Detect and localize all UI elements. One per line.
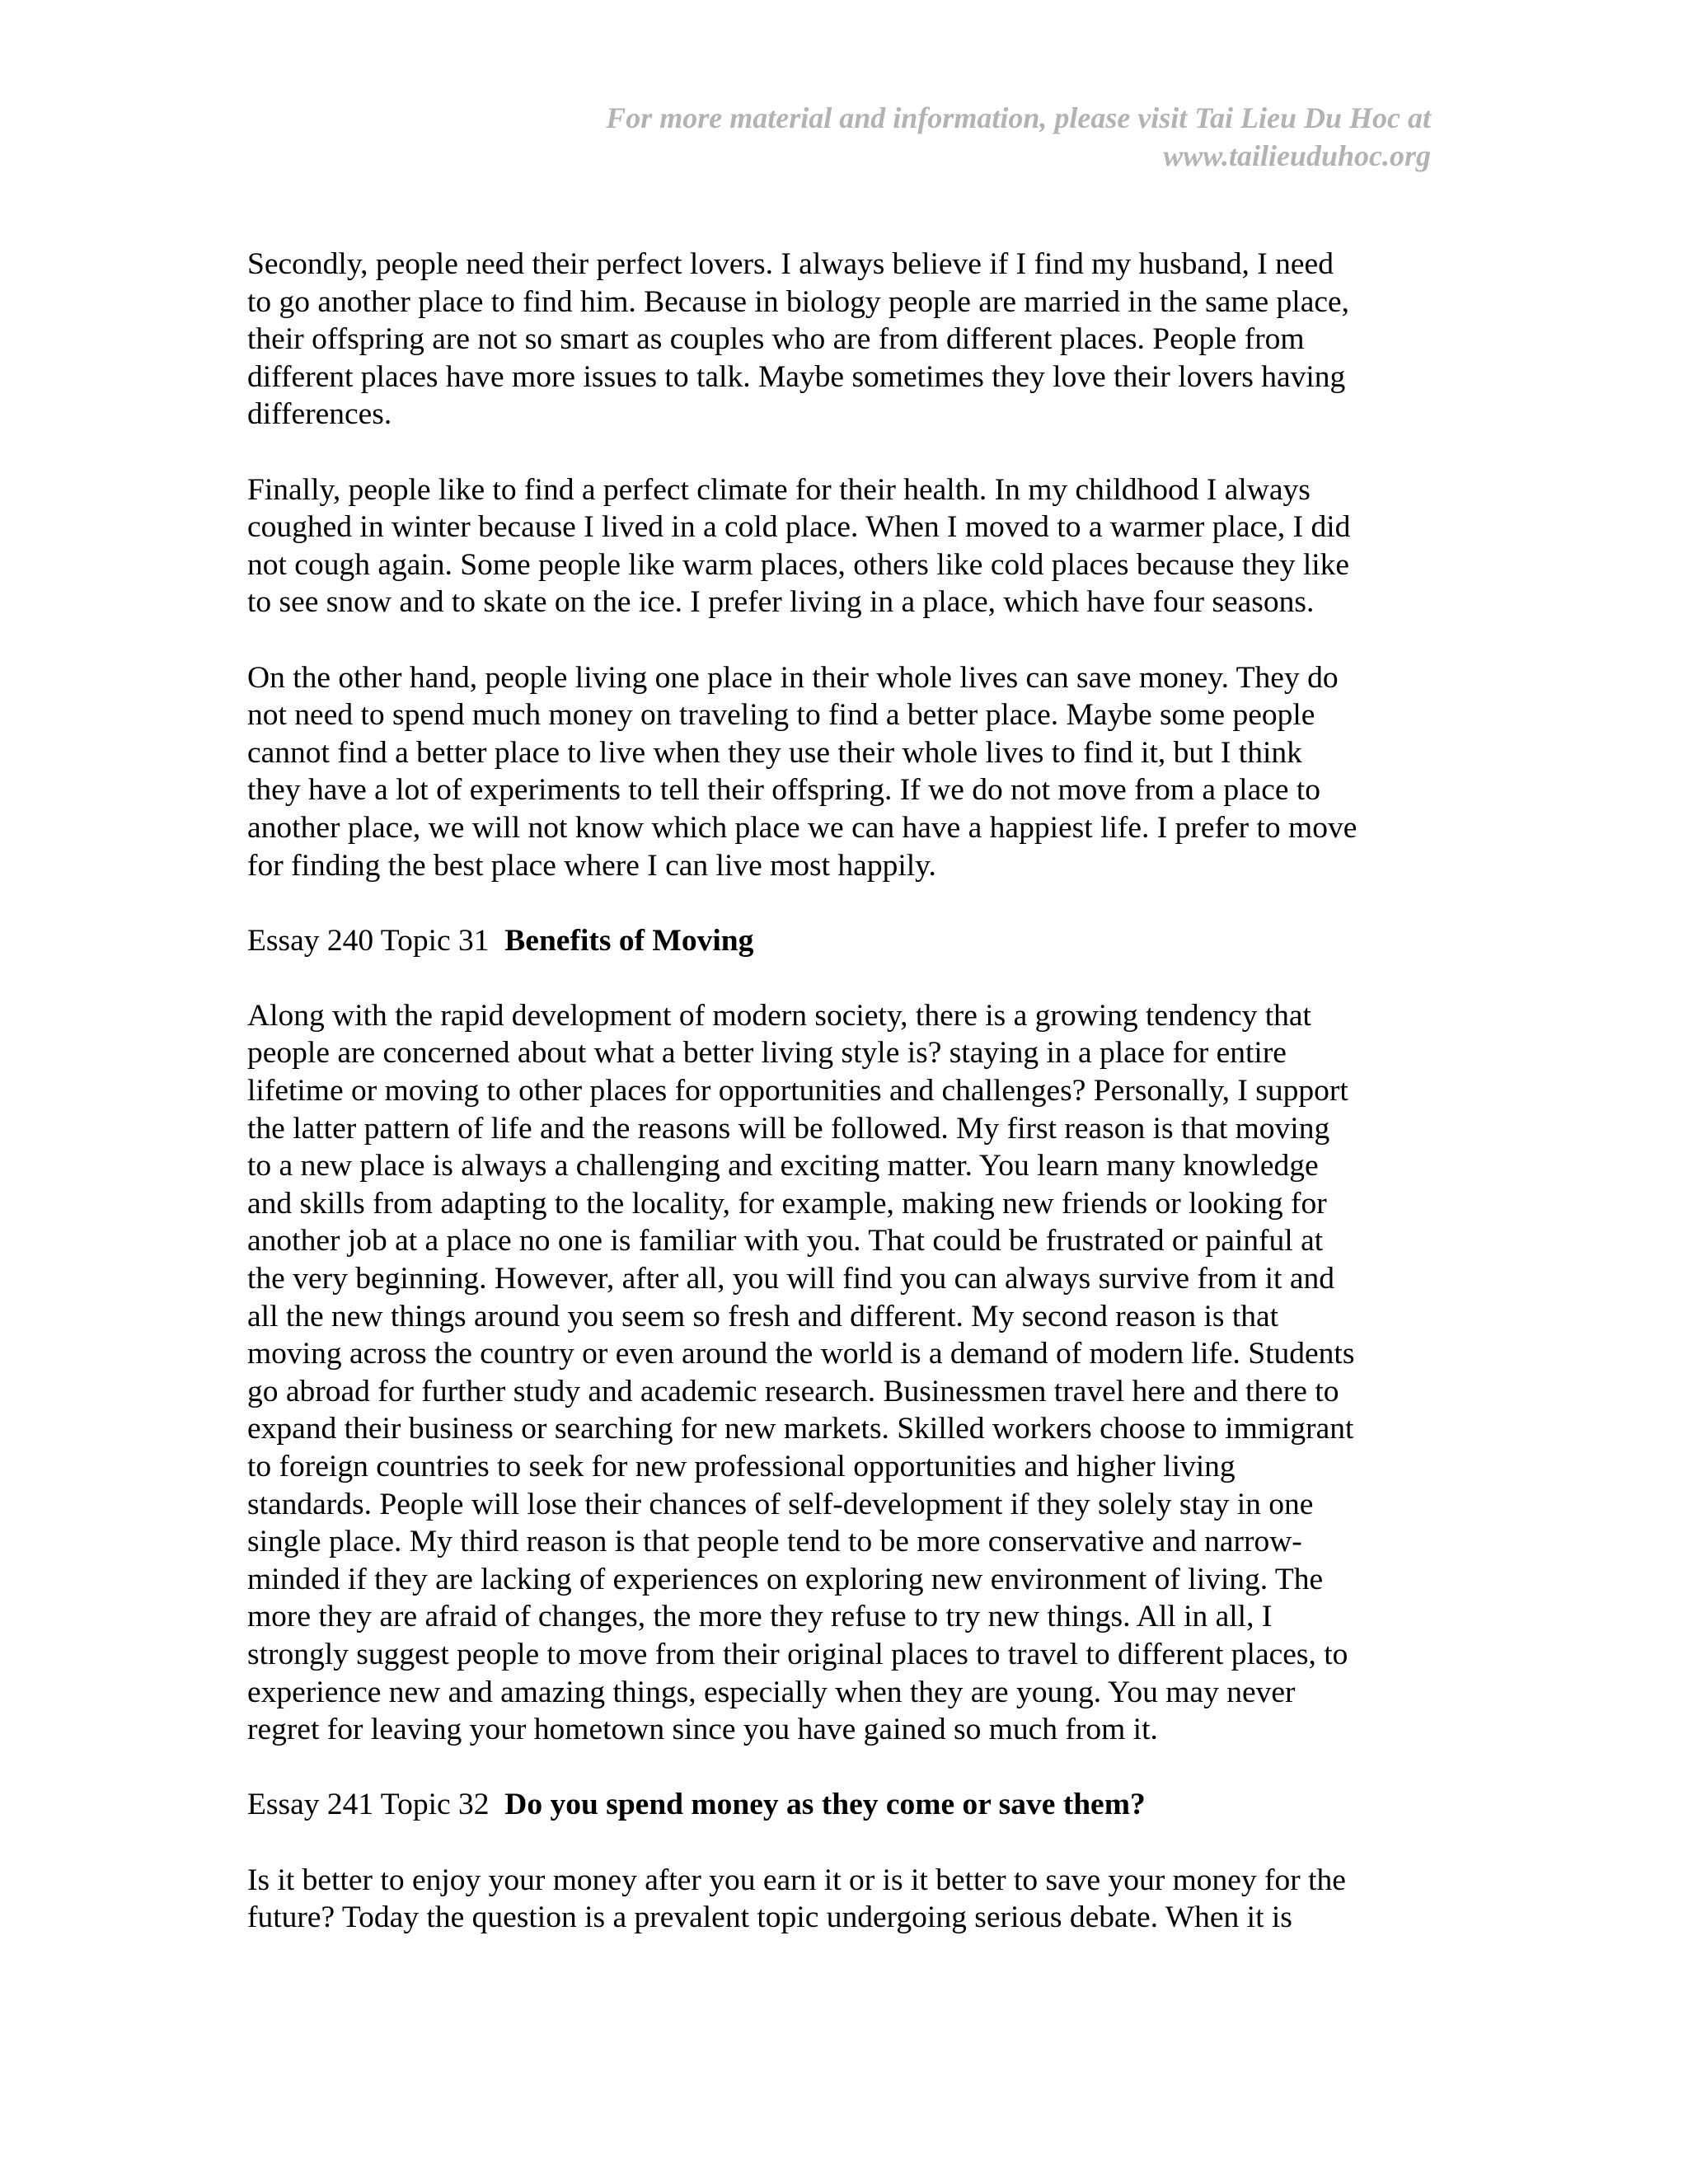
essay-240-title: Benefits of Moving xyxy=(504,923,754,958)
header-line-2: www.tailieuduhoc.org xyxy=(1163,139,1431,172)
text-line: for finding the best place where I can live most happily. xyxy=(247,848,936,883)
text-line: the latter pattern of life and the reasons will be followed. My first reason is that moving xyxy=(247,1111,1330,1146)
paragraph-climate xyxy=(247,471,1451,621)
text-line: future? Today the question is a prevalent topic undergoing serious debate. When it is xyxy=(247,1900,1292,1935)
text-line: go abroad for further study and academic research. Businessmen travel here and there to xyxy=(247,1374,1339,1408)
essay-241-label: Essay 241 Topic 32 xyxy=(247,1788,490,1822)
essay-241-body xyxy=(247,1862,1451,1937)
text-line: another place, we will not know which place we can have a happiest life. I prefer to move xyxy=(247,810,1357,845)
page-header xyxy=(359,99,1431,175)
paragraph-other-hand xyxy=(247,659,1451,885)
essay-240-label: Essay 240 Topic 31 xyxy=(247,923,490,958)
essay-241-heading xyxy=(247,1786,1451,1824)
text-line: they have a lot of experiments to tell their offspring. If we do not move from a place to xyxy=(247,773,1321,808)
text-line: lifetime or moving to other places for opportunities and challenges? Personally, I support xyxy=(247,1074,1348,1108)
essay-241-title: Do you spend money as they come or save them? xyxy=(504,1788,1146,1822)
text-line: Finally, people like to find a perfect climate for their health. In my childhood I always xyxy=(247,472,1311,507)
text-line: to a new place is always a challenging and exciting matter. You learn many knowledge xyxy=(247,1149,1319,1183)
text-line: strongly suggest people to move from their original places to travel to different places, to xyxy=(247,1637,1348,1671)
text-line: standards. People will lose their chances of self-development if they solely stay in one xyxy=(247,1487,1314,1521)
text-line: to see snow and to skate on the ice. I prefer living in a place, which have four seasons. xyxy=(247,585,1315,620)
text-line: all the new things around you seem so fresh and different. My second reason is that xyxy=(247,1299,1279,1333)
document-body xyxy=(247,246,1451,1974)
text-line: people are concerned about what a better living style is? staying in a place for entire xyxy=(247,1036,1287,1071)
text-line: coughed in winter because I lived in a cold place. When I moved to a warmer place, I did xyxy=(247,510,1351,545)
text-line: regret for leaving your hometown since you have gained so much from it. xyxy=(247,1713,1158,1747)
text-line: not cough again. Some people like warm places, others like cold places because they like xyxy=(247,547,1350,582)
text-line: Secondly, people need their perfect lovers. I always believe if I find my husband, I need xyxy=(247,247,1334,281)
text-line: differences. xyxy=(247,397,392,432)
text-line: to go another place to find him. Because in biology people are married in the same place, xyxy=(247,284,1350,319)
text-line: expand their business or searching for new markets. Skilled workers choose to immigrant xyxy=(247,1412,1354,1446)
essay-240-body xyxy=(247,997,1451,1749)
text-line: cannot find a better place to live when they use their whole lives to find it, but I think xyxy=(247,735,1302,770)
text-line: Along with the rapid development of modern society, there is a growing tendency that xyxy=(247,998,1311,1033)
text-line: more they are afraid of changes, the more they refuse to try new things. All in all, I xyxy=(247,1600,1273,1634)
header-line-1: For more material and information, please visit Tai Lieu Du Hoc at xyxy=(606,101,1431,134)
text-line: Is it better to enjoy your money after you earn it or is it better to save your money for the xyxy=(247,1863,1346,1897)
text-line: another job at a place no one is familiar with you. That could be frustrated or painful at xyxy=(247,1224,1324,1258)
text-line: experience new and amazing things, especially when they are young. You may never xyxy=(247,1675,1296,1709)
text-line: to foreign countries to seek for new professional opportunities and higher living xyxy=(247,1450,1236,1483)
text-line: single place. My third reason is that people tend to be more conservative and narrow- xyxy=(247,1525,1302,1559)
text-line: different places have more issues to talk. Maybe sometimes they love their lovers having xyxy=(247,359,1346,394)
text-line: the very beginning. However, after all, you will find you can always survive from it and xyxy=(247,1262,1334,1296)
essay-240-heading xyxy=(247,922,1451,960)
text-line: not need to spend much money on traveling to find a better place. Maybe some people xyxy=(247,698,1315,733)
paragraph-lovers xyxy=(247,246,1451,434)
text-line: moving across the country or even around the world is a demand of modern life. Students xyxy=(247,1337,1355,1371)
text-line: and skills from adapting to the locality, for example, making new friends or looking for xyxy=(247,1186,1327,1221)
text-line: their offspring are not so smart as couples who are from different places. People from xyxy=(247,322,1305,357)
text-line: minded if they are lacking of experiences on exploring new environment of living. The xyxy=(247,1562,1324,1596)
text-line: On the other hand, people living one place in their whole lives can save money. They do xyxy=(247,660,1339,695)
